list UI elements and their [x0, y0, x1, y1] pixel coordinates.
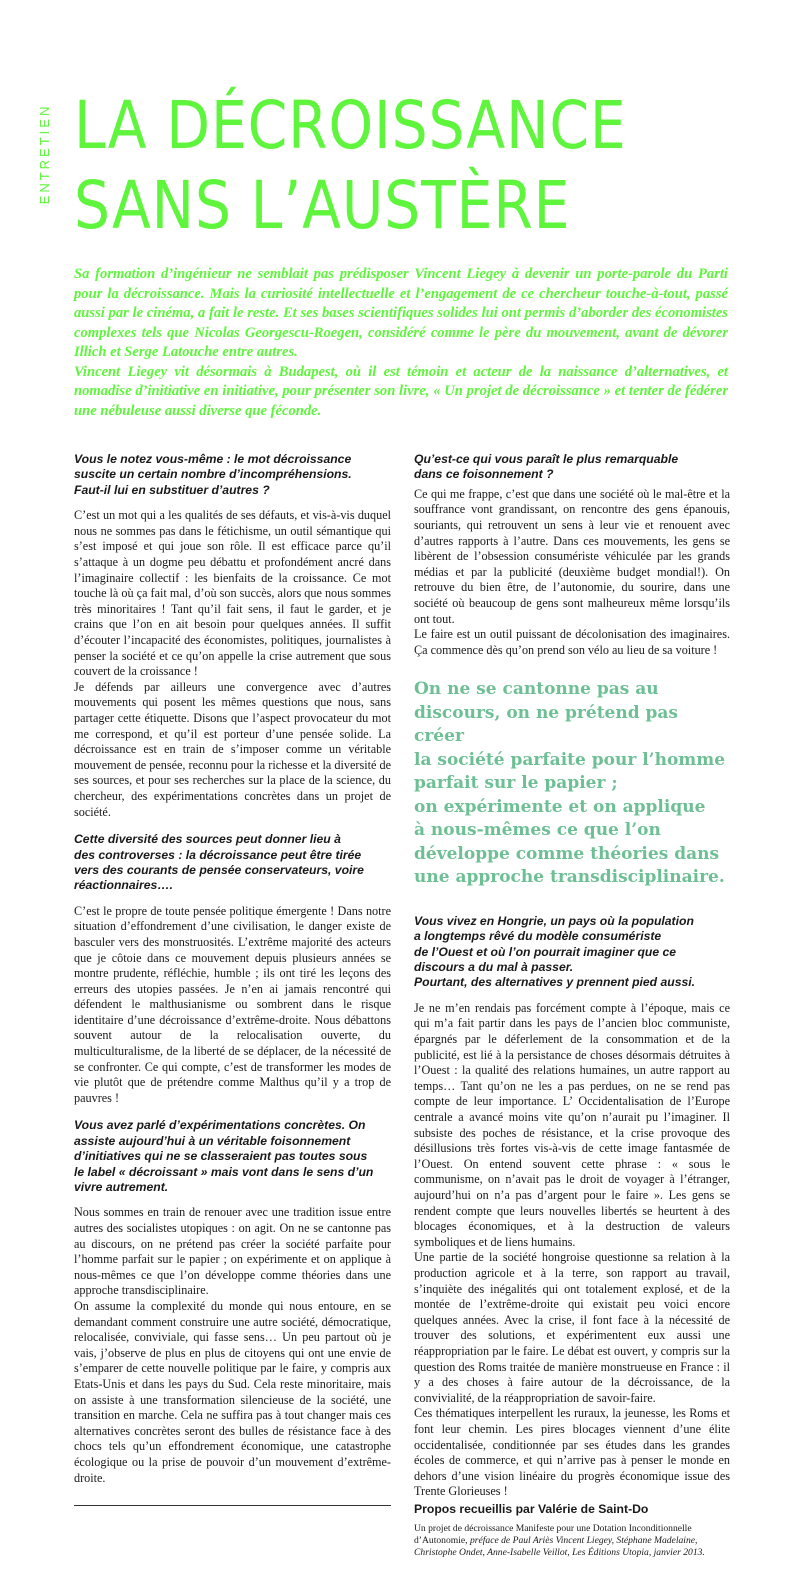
- interview-answer: On assume la complexité du monde qui nous entoure, en se demandant comment construire une autre société, démocratique, relocalisée, conviviale, qui fasse sens… Un peu partout où je vais, j’observe de plus en plus de citoyens qui ont une envie de s’emparer de cette nouvelle politique par le faire, y compris aux Etats-Unis et dans les pays du Sud. Cela reste minoritaire, mais on assiste à une transformation silencieuse de la société, une transition en marche. Cela ne suffira pas à tout changer mais ces alternatives concrètes seront des bulles de résistance face à des chocs tels qu’un effondrement économique, une catastrophe écologique ou la prise de pouvoir d’un mouvement d’extrême-droite.: [74, 1299, 391, 1485]
- pull-quote-line: une approche transdisciplinaire.: [414, 867, 725, 888]
- article-title: [74, 86, 676, 246]
- pull-quote-line: On ne se cantonne pas au: [414, 679, 659, 700]
- question-line: Vous vivez en Hongrie, un pays où la population: [414, 913, 694, 928]
- question-line: réactionnaires….: [74, 878, 173, 893]
- signature-name: Valérie de Saint-Do: [537, 1501, 649, 1516]
- question-line: dans ce foisonnement ?: [414, 467, 554, 482]
- pull-quote: [414, 678, 730, 890]
- question-line: suscite un certain nombre d’incompréhensions.: [74, 467, 352, 482]
- book-credit: [414, 1523, 730, 1559]
- question-line: Vous avez parlé d’expérimentations concrètes. On: [74, 1118, 366, 1133]
- interview-question: [74, 1118, 391, 1195]
- book-credit-details: préface de Paul Ariès Vincent Liegey, Stéphane Madelaine, Christophe Ondet, Anne-Isabelle Veillot, Les Éditions Utopia, janvier 2013.: [414, 1535, 705, 1559]
- book-credit-title: Un projet de décroissance Manifeste pour une Dotation Inconditionnelle d’Autonomie,: [414, 1523, 692, 1547]
- question-line: Faut-il lui en substituer d’autres ?: [74, 482, 270, 497]
- question-line: assiste aujourd’hui à un véritable foisonnement: [74, 1133, 351, 1148]
- title-line-2: SANS L’AUSTÈRE: [74, 167, 571, 244]
- title-line-1: LA DÉCROISSANCE: [74, 87, 627, 164]
- interview-answer: Une partie de la société hongroise questionne sa relation à la production agricole et à la terre, son rapport au travail, s’inquiète des inégalités qui ont totalement explosé, et de la montée de l’extrême-droite qui existait peu voici encore quelques années. Avec la crise, il font face à la nécessité de trouver des solutions, et expérimentent eux aussi une réappropriation par le faire. Le débat est ouvert, y compris sur la question des Roms traitée de manière monstrueuse en France : il y a des choses à faire autour de la décroissance, de la convivialité, de la réappropriation de savoir-faire.: [414, 1250, 730, 1405]
- interview-answer: C’est le propre de toute pensée politique émergente ! Dans notre situation d’effondrement d’une civilisation, le danger existe de basculer vers des monstruosités. L’extrême majorité des acteurs que je côtoie dans ce mouvement depuis plusieurs années se montre prudente, réfléchie, humble ; ils ont tiré les leçons des erreurs des utopies passées. Je n’en ai jamais rencontré qui défendent le malthusianisme ou sombrent dans le risque identitaire d’une décroissance d’extrême-droite. Nous débattons souvent autour de la relocalisation ouverte, du multiculturalisme, de la liberté de se déplacer, de la nécessité de se confronter. Ce qui compte, c’est de transformer les modes de vie plutôt que de prétendre comme Malthus qu’il y a trop de pauvres !: [74, 903, 391, 1105]
- interview-answer: Ces thématiques interpellent les ruraux, la jeunesse, les Roms et font leur chemin. Les pires blocages viennent d’une élite occidentalisée, conditionnée par ses études dans les grandes écoles de commerce, et qui n’arrive pas à penser le monde en dehors d’une vision linéaire du progrès économique issue des Trente Glorieuses !: [414, 1406, 730, 1499]
- question-line: Vous le notez vous-même : le mot décroissance: [74, 452, 352, 466]
- interview-question: [414, 914, 730, 991]
- interview-answer: Je défends par ailleurs une convergence avec d’autres mouvements qui posent les mêmes questions que nous, sans partager cette étiquette. Disons que l’aspect provocateur du mot me correspond, et qu’il est porteur d’une pensée solide. La décroissance est en train de s’imposer comme un véritable mouvement de pensée, reconnu pour la richesse et la diversité de ses sources, et pour ses recherches sur la place de la science, du chercheur, des expérimentations concrètes dans un projet de société.: [74, 679, 391, 819]
- interview-question: [74, 832, 391, 894]
- pull-quote-line: développe comme théories dans: [414, 843, 720, 864]
- interview-answer: Nous sommes en train de renouer avec une tradition issue entre autres des socialistes utopiques : on agit. On ne se cantonne pas au discours, on ne prétend pas créer la société parfaite pour l’homme parfait sur le papier ; on expérimente et on applique à nous-mêmes ce que l’on développe comme théories dans une approche transdisciplinaire.: [74, 1205, 391, 1298]
- section-tag: ENTRETIEN: [37, 103, 52, 205]
- pull-quote-line: à nous-mêmes ce que l’on: [414, 820, 661, 841]
- interview-answer: Le faire est un outil puissant de décolonisation des imaginaires. Ça commence dès qu’on prend son vélo au lieu de sa voiture !: [414, 627, 730, 657]
- interview-question: [74, 452, 391, 498]
- interview-answer: C’est un mot qui a les qualités de ses défauts, et vis-à-vis duquel nous ne sommes pas dans le fétichisme, un outil sémantique qui s’est imposé et qui joue son rôle. Il est efficace parce qu’il s’attaque à un dogme peu débattu et profondément ancré dans l’imaginaire collectif : les bienfaits de la croissance. Ce mot touche là où ça fait mal, d’où son succès, alors que nous sommes très minoritaires ! Tant qu’il fait sens, il faut le garder, et je crains que l’on en ait besoin pour quelques années. Il suffit d’écouter l’incapacité des économistes, politiques, journalistes à penser la société et ce qu’on appelle la crise autrement que sous couvert de la croissance !: [74, 508, 391, 679]
- question-line: a longtemps rêvé du modèle consumériste: [414, 929, 662, 944]
- question-line: vers des courants de pensée conservateurs, voire: [74, 862, 364, 877]
- article-intro: [74, 265, 728, 421]
- question-line: Qu’est-ce qui vous paraît le plus remarquable: [414, 452, 679, 466]
- interview-question: [414, 452, 730, 483]
- question-line: d’initiatives qui ne se classeraient pas toutes sous: [74, 1149, 368, 1164]
- pull-quote-line: la société parfaite pour l’homme: [414, 749, 726, 770]
- intro-paragraph: Vincent Liegey vit désormais à Budapest, où il est témoin et acteur de la naissance d’alternatives, et nomadise d’initiative en initiative, pour présenter son livre, « Un projet de décroissance » et tenter de fédérer une nébuleuse aussi diverse que féconde.: [74, 363, 728, 419]
- left-column: [74, 452, 391, 1486]
- column-end-rule: [74, 1505, 391, 1506]
- question-line: de l’Ouest et où l’on pourrait imaginer que ce: [414, 944, 677, 959]
- intro-paragraph: Sa formation d’ingénieur ne semblait pas prédisposer Vincent Liegey à devenir un porte-parole du Parti pour la décroissance. Mais la curiosité intellectuelle et l’engagement de ce chercheur touche-à-tout, passé aussi par le cinéma, a fait le reste. Et ses bases scientifiques solides lui ont permis d’aborder des économistes complexes tels que Nicolas Georgescu-Roegen, considéré comme le père du mouvement, avant de dévorer Illich et Serge Latouche entre autres.: [74, 266, 728, 360]
- question-line: Pourtant, des alternatives y prennent pied aussi.: [414, 975, 696, 990]
- interview-answer: Ce qui me frappe, c’est que dans une société où le mal-être et la souffrance vont grandissant, on rencontre des gens épanouis, souriants, qui retrouvent un sens à leur vie et renouent avec d’autres rapports à l’autre. Dans ces mouvements, les gens se libèrent de l’obsession consumériste véhiculée par les grands médias et par la publicité (deuxième budget mondial!). On retrouve du bien être, de l’autonomie, du sourire, dans une société où beaucoup de gens sont malheureux même lorsqu’ils ont tout.: [414, 486, 730, 626]
- question-line: des controverses : la décroissance peut être tirée: [74, 847, 362, 862]
- pull-quote-line: on expérimente et on applique: [414, 796, 706, 817]
- signature-prefix: Propos recueillis par: [414, 1501, 535, 1516]
- right-column: [414, 452, 730, 1559]
- question-line: discours a du mal à passer.: [414, 960, 574, 975]
- pull-quote-line: discours, on ne prétend pas créer: [414, 702, 679, 747]
- interview-answer: Je ne m’en rendais pas forcément compte à l’époque, mais ce qui m’a fait partir dans les pays de l’ancien bloc communiste, épargnés par le déferlement de la consommation et de la publicité, est lié à la persistance de choses désormais détruites à l’Ouest : la qualité des relations humaines, un autre rapport au temps… Tant qu’on ne les a pas perdues, on ne se rend pas compte de leur importance. L’ Occidentalisation de l’Europe centrale a avancé moins vite qu’on n’aurait pu l’imaginer. Il subsiste des poches de résistance, et la crise provoque des désillusions très fortes vis-à-vis de cette image fantasmée de l’Ouest. On entend souvent cette phrase : « sous le communisme, on n’avait pas le droit de voyager à l’étranger, aujourd’hui on n’a pas d’argent pour le faire ». Les gens se rendent compte que leurs nouvelles libertés se heurtent à des blocages économiques, et à la destruction de valeurs symboliques et de liens humains.: [414, 1000, 730, 1249]
- question-line: vivre autrement.: [74, 1180, 169, 1195]
- pull-quote-line: parfait sur le papier ;: [414, 773, 618, 794]
- interview-signature: [414, 1502, 730, 1518]
- question-line: le label « décroissant » mais vont dans le sens d’un: [74, 1164, 374, 1179]
- question-line: Cette diversité des sources peut donner lieu à: [74, 832, 341, 847]
